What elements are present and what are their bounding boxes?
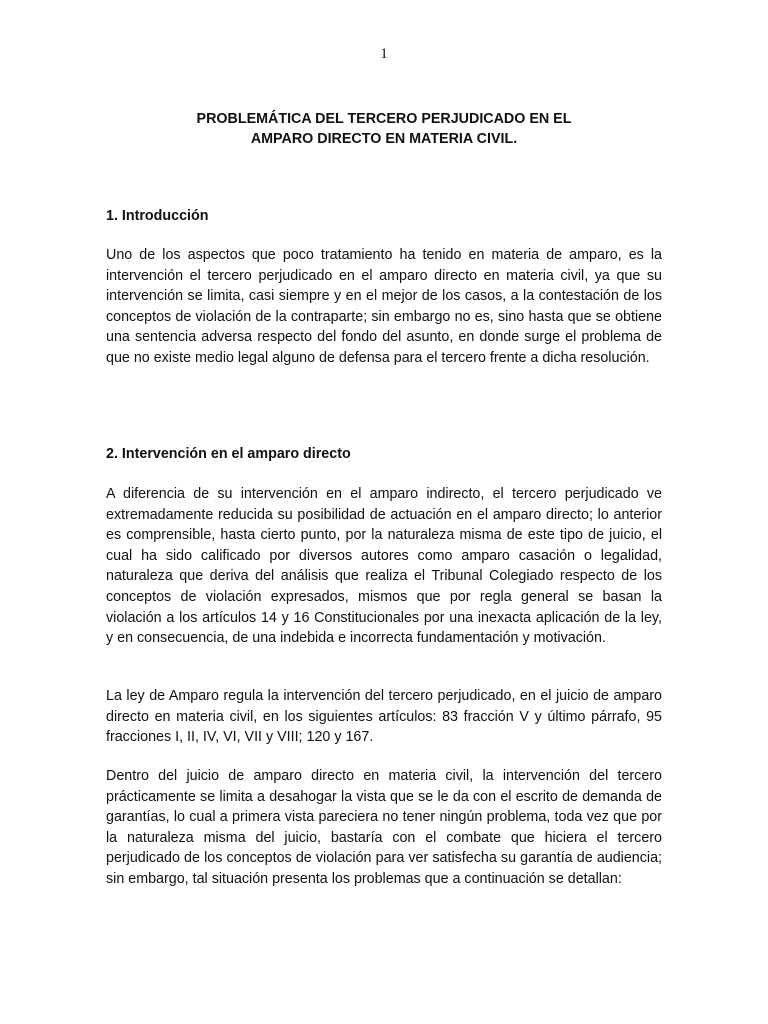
document-title [106, 109, 662, 149]
section-heading-intervencion: 2. Intervención en el amparo directo [106, 446, 351, 462]
paragraph-diferencia: A diferencia de su intervención en el amparo indirecto, el tercero perjudicado ve extremadamente reducida su posibilidad de actuación en el amparo directo; lo anterior es comprensible, hasta cierto punto, por la naturaleza misma de este tipo de juicio, el cual ha sido calificado por diversos autores como amparo casación o legalidad, naturaleza que deriva del análisis que realiza el Tribunal Colegiado respecto de los conceptos de violación expresados, mismos que por regla general se basan la violación a los artículos 14 y 16 Constitucionales por una inexacta aplicación de la ley, y en consecuencia, de una indebida e incorrecta fundamentación y motivación. [106, 486, 662, 647]
section-heading-introduccion: 1. Introducción [106, 208, 209, 224]
paragraph-ley-de-amparo: La ley de Amparo regula la intervención del tercero perjudicado, en el juicio de amparo directo en materia civil, en los siguientes artículos: 83 fracción V y último párrafo, 95 fracciones I, II, IV, VI, VII y VIII; 120 y 167. [106, 688, 662, 746]
paragraph-introduccion: Uno de los aspectos que poco tratamiento ha tenido en materia de amparo, es la intervención el tercero perjudicado en el amparo directo en materia civil, ya que su intervención se limita, casi siempre y en el mejor de los casos, a la contestación de los conceptos de violación de la contraparte; sin embargo no es, sino hasta que se obtiene una sentencia adversa respecto del fondo del asunto, en donde surge el problema de que no existe medio legal alguno de defensa para el tercero frente a dicha resolución. [106, 247, 662, 366]
title-line-1: PROBLEMÁTICA DEL TERCERO PERJUDICADO EN EL [196, 111, 572, 127]
paragraph-dentro-del-juicio: Dentro del juicio de amparo directo en materia civil, la intervención del tercero prácticamente se limita a desahogar la vista que se le da con el escrito de demanda de garantías, lo cual a primera vista pareciera no tener ningún problema, toda vez que por la naturaleza misma del juicio, bastaría con el combate que hiciera el tercero perjudicado de los conceptos de violación para ver satisfecha su garantía de audiencia; sin embargo, tal situación presenta los problemas que a continuación se detallan: [106, 768, 662, 887]
title-line-2: AMPARO DIRECTO EN MATERIA CIVIL. [250, 131, 518, 147]
page-number: 1 [380, 46, 388, 62]
